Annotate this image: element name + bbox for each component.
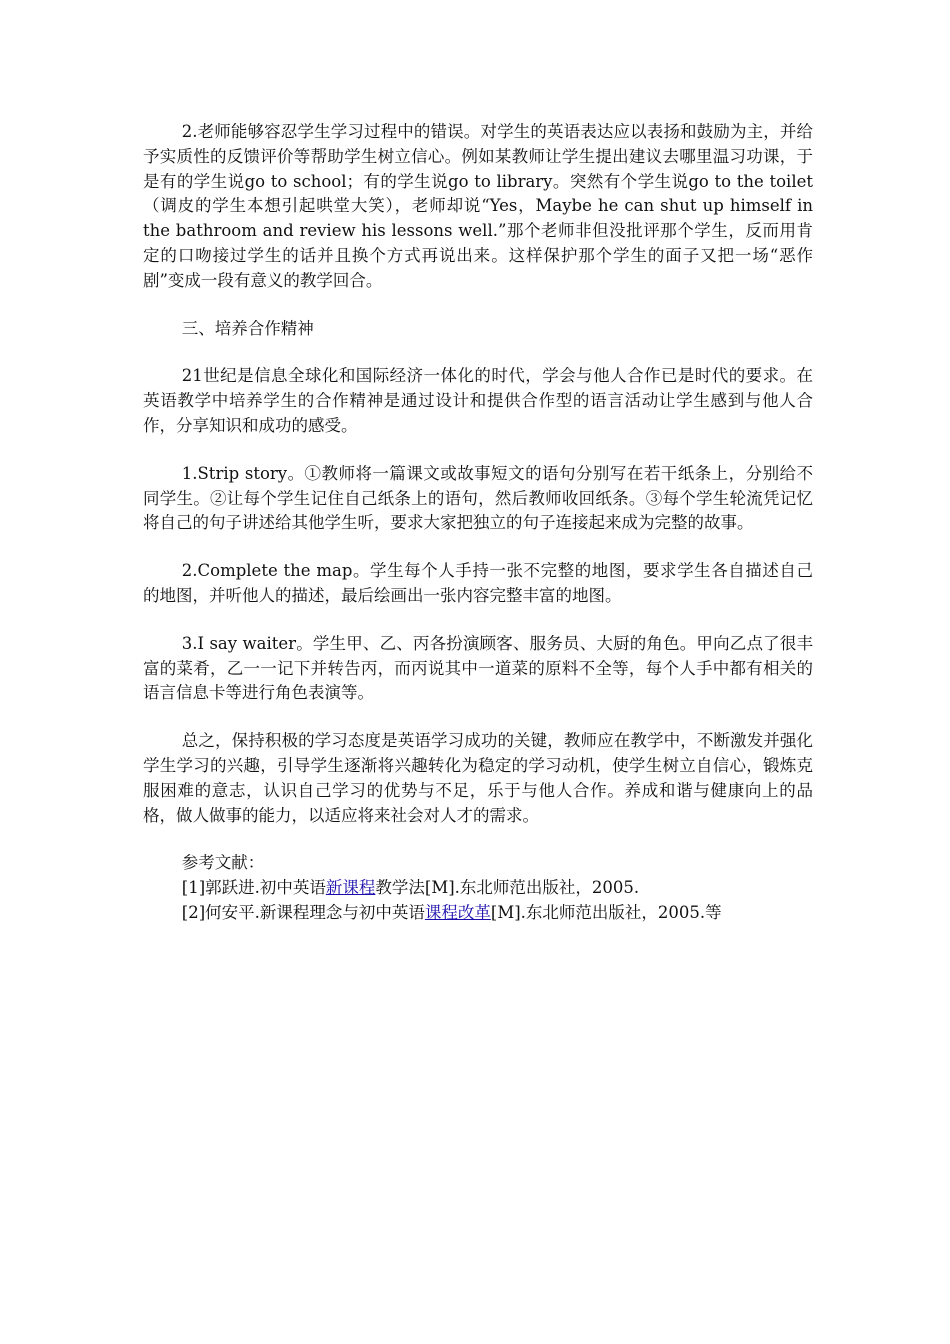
list-item-strip-story: 1.Strip story。①教师将一篇课文或故事短文的语句分别写在若干纸条上，分别给不同学生。②让每个学生记住自己纸条上的语句，然后教师收回纸条。③每个学生轮流凭记忆将自己的句子讲述给其他学生听，要求大家把独立的句子连接起来成为完整的故事。 bbox=[143, 463, 813, 533]
list-item-complete-the-map: 2.Complete the map。学生每个人手持一张不完整的地图，要求学生各自描述自己的地图，并听他人的描述，最后绘画出一张内容完整丰富的地图。 bbox=[143, 561, 813, 605]
reference-1-link-new-curriculum[interactable]: 新课程 bbox=[325, 878, 376, 898]
reference-1-text-before: [1]郭跃进.初中英语 bbox=[181, 878, 326, 898]
section-heading-cooperation: 三、培养合作精神 bbox=[181, 318, 314, 338]
reference-item-2 bbox=[143, 901, 813, 926]
paragraph-conclusion: 总之，保持积极的学习态度是英语学习成功的关键，教师应在教学中，不断激发并强化学生学习的兴趣，引导学生逐渐将兴趣转化为稳定的学习动机，使学生树立自信心，锻炼克服困难的意志，认识自己学习的优势与不足，乐于与他人合作。养成和谐与健康向上的品格，做人做事的能力，以适应将来社会对人才的需求。 bbox=[143, 731, 813, 825]
reference-1-text-after: 教学法[M].东北师范出版社，2005. bbox=[375, 878, 640, 898]
reference-2-link-curriculum-reform[interactable]: 课程改革 bbox=[424, 902, 491, 922]
reference-2-text-after: [M].东北师范出版社，2005.等 bbox=[490, 902, 722, 922]
references-label: 参考文献： bbox=[181, 853, 265, 873]
paragraph-error-tolerance: 2.老师能够容忍学生学习过程中的错误。对学生的英语表达应以表扬和鼓励为主，并给予实质性的反馈评价等帮助学生树立信心。例如某教师让学生提出建议去哪里温习功课，于是有的学生说go to school；有的学生说go to library。突然有个学生说go to the toilet（调皮的学生本想引起哄堂大笑），老师却说“Yes，Maybe he can shut up himself in the bathroom and review his lessons well.”那个老师非但没批评那个学生，反而用肯定的口吻接过学生的话并且换个方式再说出来。这样保护那个学生的面子又把一场“恶作剧”变成一段有意义的教学回合。 bbox=[143, 122, 813, 290]
list-item-i-say-waiter: 3.I say waiter。学生甲、乙、丙各扮演顾客、服务员、大厨的角色。甲向乙点了很丰富的菜肴，乙一一记下并转告丙，而丙说其中一道菜的原料不全等，每个人手中都有相关的语言信息卡等进行角色表演等。 bbox=[143, 633, 813, 703]
document-body bbox=[143, 120, 813, 926]
reference-2-text-before: [2]何安平.新课程理念与初中英语 bbox=[181, 902, 425, 922]
paragraph-section-intro: 21世纪是信息全球化和国际经济一体化的时代，学会与他人合作已是时代的要求。在英语教学中培养学生的合作精神是通过设计和提供合作型的语言活动让学生感到与他人合作，分享知识和成功的感受。 bbox=[143, 366, 813, 435]
reference-item-1 bbox=[143, 876, 813, 901]
